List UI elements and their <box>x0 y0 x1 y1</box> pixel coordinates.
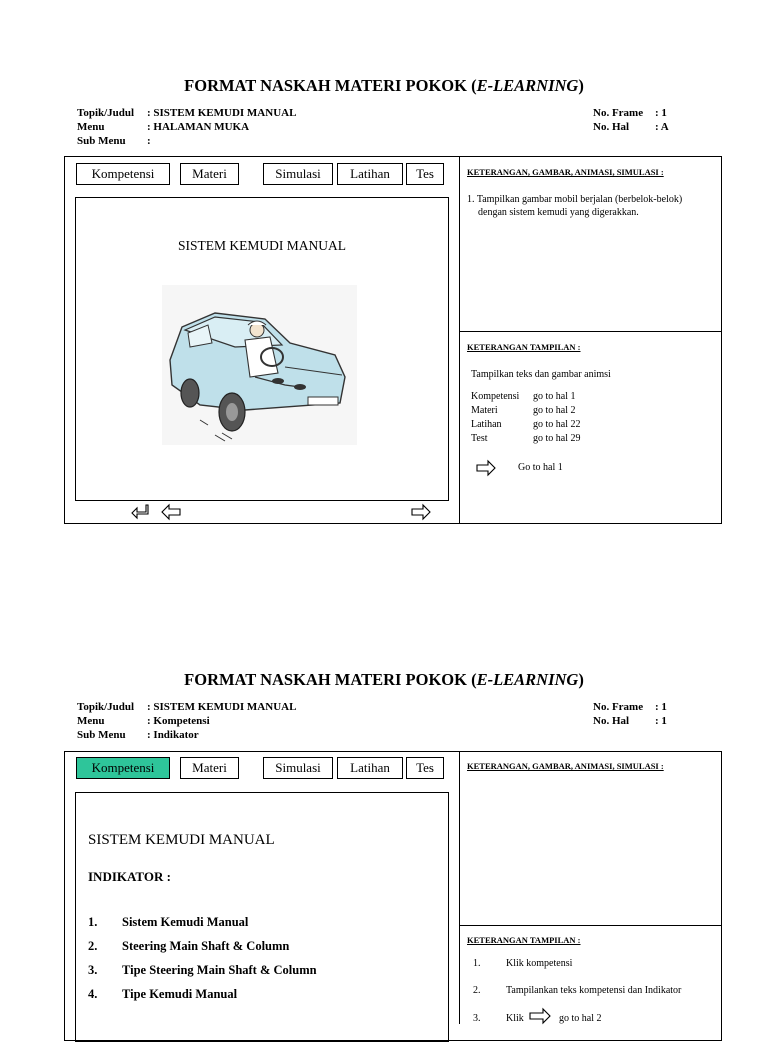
nav-latihan-button[interactable]: Latihan <box>337 163 403 185</box>
step-row-3: 3. Klik <box>473 1013 524 1024</box>
meta-row-submenu: Sub Menu : <box>77 135 151 147</box>
nav-materi-button[interactable]: Materi <box>180 757 239 779</box>
next-arrow-icon <box>475 459 497 477</box>
page1-right-divider <box>459 331 722 332</box>
page1-tampilan-header: KETERANGAN TAMPILAN : <box>467 342 581 352</box>
car-illustration <box>160 285 360 445</box>
page1-meta-left <box>77 106 296 148</box>
step-row-2: 2. Tampilankan teks kompetensi dan Indikator <box>473 985 682 996</box>
indicator-list <box>88 915 317 1011</box>
meta-row-menu: Menu : Kompetensi <box>77 715 210 727</box>
nav-kompetensi-button[interactable]: Kompetensi <box>76 163 170 185</box>
list-item: 1. Sistem Kemudi Manual <box>88 915 249 929</box>
meta-row-frame: No. Frame : 1 <box>593 107 667 119</box>
page2-meta-left <box>77 700 296 742</box>
nav-tes-button[interactable]: Tes <box>406 757 444 779</box>
step-3-target: go to hal 2 <box>559 1013 602 1024</box>
nav-latihan-button[interactable]: Latihan <box>337 757 403 779</box>
return-arrow-icon[interactable] <box>130 503 152 521</box>
page1-title: FORMAT NASKAH MATERI POKOK (E-LEARNING) <box>184 76 584 95</box>
page2-title: FORMAT NASKAH MATERI POKOK (E-LEARNING) <box>184 670 584 689</box>
nav-kompetensi-button[interactable]: Kompetensi <box>76 757 170 779</box>
indikator-label: INDIKATOR : <box>88 869 171 884</box>
page2-right-divider <box>459 925 722 926</box>
page2-column-divider <box>459 751 460 1024</box>
meta-row-submenu: Sub Menu : Indikator <box>77 729 199 741</box>
page2-screen-title: SISTEM KEMUDI MANUAL <box>88 832 275 848</box>
meta-row-topik: Topik/Judul : SISTEM KEMUDI MANUAL <box>77 701 297 713</box>
link-row-latihan: Latihan go to hal 22 <box>471 419 581 430</box>
page1-tampilan-intro: Tampilkan teks dan gambar animsi <box>471 369 611 380</box>
next-arrow-icon[interactable] <box>410 503 432 521</box>
page1-meta-right <box>593 106 669 134</box>
page1-screen-title: SISTEM KEMUDI MANUAL <box>178 238 346 253</box>
nav-simulasi-button[interactable]: Simulasi <box>263 163 333 185</box>
meta-row-frame: No. Frame : 1 <box>593 701 667 713</box>
step-row-1: 1. Klik kompetensi <box>473 958 573 969</box>
next-arrow-icon <box>528 1008 552 1024</box>
link-row-materi: Materi go to hal 2 <box>471 405 576 416</box>
page2-keterangan-header: KETERANGAN, GAMBAR, ANIMASI, SIMULASI : <box>467 761 664 771</box>
meta-row-topik: Topik/Judul : SISTEM KEMUDI MANUAL <box>77 107 297 119</box>
meta-row-hal: No. Hal : A <box>593 121 669 133</box>
meta-row-menu: Menu : HALAMAN MUKA <box>77 121 250 133</box>
nav-materi-button[interactable]: Materi <box>180 163 239 185</box>
list-item: 3. Tipe Steering Main Shaft & Column <box>88 963 317 977</box>
page1-link-list <box>471 390 581 446</box>
previous-arrow-icon[interactable] <box>160 503 182 521</box>
page1-column-divider <box>459 156 460 524</box>
list-item: 4. Tipe Kemudi Manual <box>88 987 238 1001</box>
nav-tes-button[interactable]: Tes <box>406 163 444 185</box>
link-row-test: Test go to hal 29 <box>471 433 581 444</box>
nav-simulasi-button[interactable]: Simulasi <box>263 757 333 779</box>
page2-tampilan-header: KETERANGAN TAMPILAN : <box>467 935 581 945</box>
page1-keterangan-note: 1. Tampilkan gambar mobil berjalan (berbelok-belok) dengan sistem kemudi yang digerakkan. <box>467 194 683 218</box>
list-item: 2. Steering Main Shaft & Column <box>88 939 290 953</box>
meta-row-hal: No. Hal : 1 <box>593 715 667 727</box>
page1-keterangan-header: KETERANGAN, GAMBAR, ANIMASI, SIMULASI : <box>467 167 664 177</box>
link-row-kompetensi: Kompetensi go to hal 1 <box>471 391 576 402</box>
page1-arrow-note: Go to hal 1 <box>518 462 563 473</box>
page2-meta-right <box>593 700 667 728</box>
